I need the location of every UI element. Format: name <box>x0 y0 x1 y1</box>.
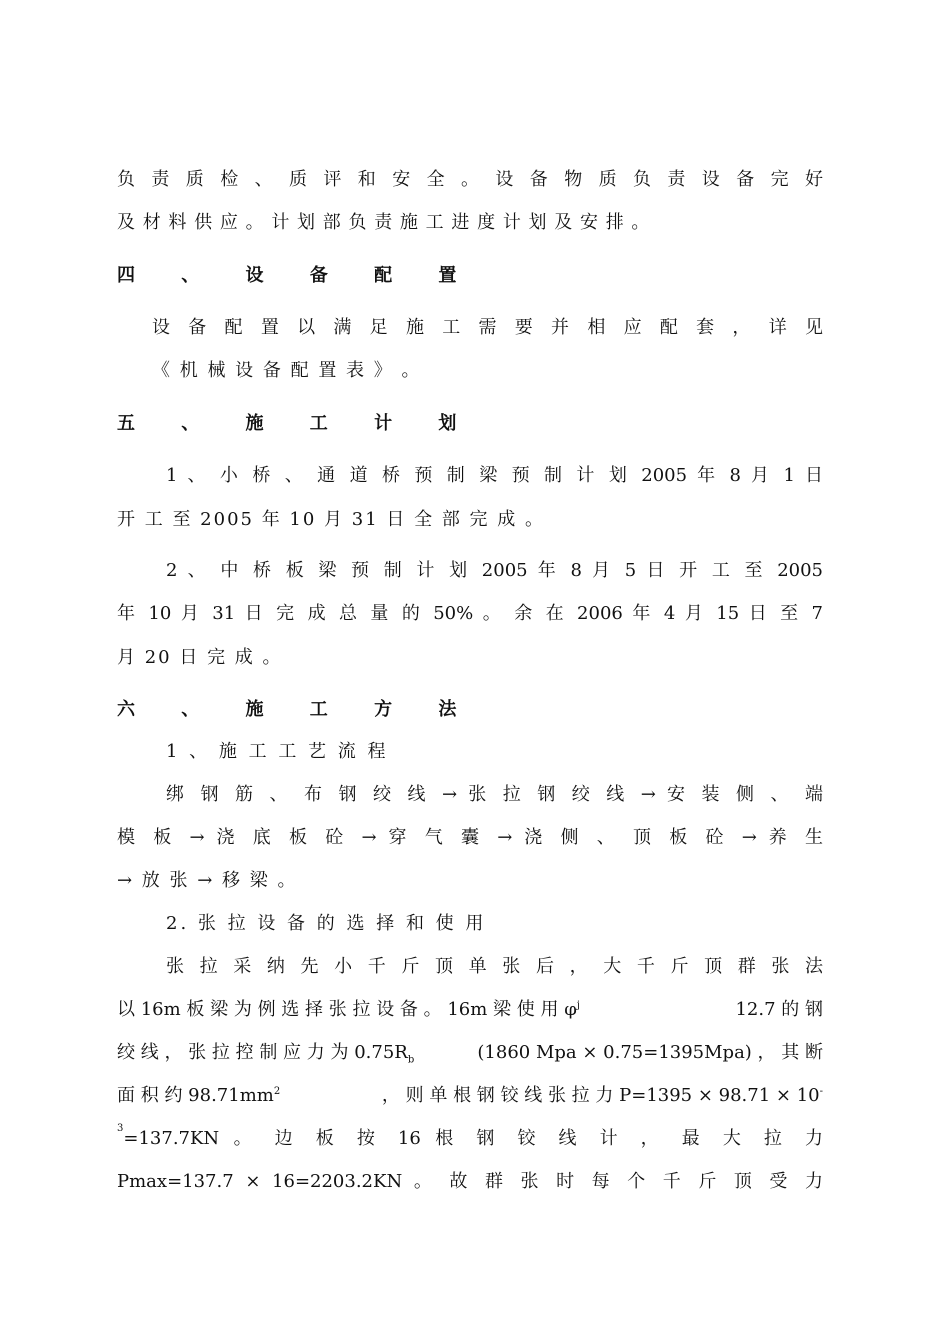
text-run: 12.7 的 钢 <box>735 999 823 1020</box>
paragraph-line <box>117 998 823 1022</box>
text-run: 面 积 约 98.71mm <box>117 1085 274 1106</box>
paragraph-line: 1 、 小 桥 、 通 道 桥 预 制 梁 预 制 计 划 2005 年 8 月 1 日 <box>166 465 823 486</box>
subsection-heading: 2. 张 拉 设 备 的 选 择 和 使 用 <box>166 913 487 934</box>
paragraph-line: → 放 张 → 移 梁 。 <box>117 870 298 891</box>
paragraph-line: 月 20 日 完 成 。 <box>117 647 283 668</box>
superscript: 2 <box>273 1086 281 1097</box>
paragraph-line: 年 10 月 31 日 完 成 总 量 的 50% 。 余 在 2006 年 4 月 15 日 至 7 <box>117 603 823 624</box>
text-run: 以 16m 板 梁 为 例 选 择 张 拉 设 备 。 16m 梁 使 用 φ <box>117 999 577 1020</box>
paragraph-line: Pmax=137.7 × 16=2203.2KN 。 故 群 张 时 每 个 千 斤 顶 受 力 <box>117 1171 823 1192</box>
superscript: - <box>819 1086 823 1097</box>
text-run: (1860 Mpa × 0.75=1395Mpa) ， 其 断 <box>477 1042 823 1063</box>
paragraph-line: 张 拉 采 纳 先 小 千 斤 顶 单 张 后 ， 大 千 斤 顶 群 张 法 <box>166 956 823 977</box>
subsection-heading: 1 、 施 工 工 艺 流 程 <box>166 741 389 762</box>
paragraph-line: 负 责 质 检 、 质 评 和 安 全 。 设 备 物 质 负 责 设 备 完 好 <box>117 169 823 190</box>
section-heading-4: 四 、 设 备 配 置 <box>117 265 477 286</box>
subscript: b <box>407 1054 415 1066</box>
paragraph-line: 《 机 械 设 备 配 置 表 》 。 <box>152 360 422 381</box>
paragraph-line: 2 、 中 桥 板 梁 预 制 计 划 2005 年 8 月 5 日 开 工 至 2005 <box>166 560 823 581</box>
paragraph-line <box>117 1041 823 1065</box>
section-heading-6: 六 、 施 工 方 法 <box>117 699 477 720</box>
superscript: j <box>576 1000 580 1011</box>
paragraph-line: 及 材 料 供 应 。 计 划 部 负 责 施 工 进 度 计 划 及 安 排 。 <box>117 212 651 233</box>
paragraph-line: 模 板 → 浇 底 板 砼 → 穿 气 囊 → 浇 侧 、 顶 板 砼 → 养 生 <box>117 827 823 848</box>
paragraph-line <box>117 1084 823 1108</box>
paragraph-line <box>117 1123 823 1151</box>
paragraph-line: 绑 钢 筋 、 布 钢 绞 线 → 张 拉 钢 绞 线 → 安 装 侧 、 端 <box>166 784 823 805</box>
text-run: ， 则 单 根 钢 铰 线 张 拉 力 P=1395 × 98.71 × 10 <box>381 1085 820 1106</box>
superscript: 3 <box>117 1123 124 1134</box>
paragraph-line: 开 工 至 2005 年 10 月 31 日 全 部 完 成 。 <box>117 509 545 530</box>
paragraph-line: 设 备 配 置 以 满 足 施 工 需 要 并 相 应 配 套 ， 详 见 <box>152 317 823 338</box>
section-heading-5: 五 、 施 工 计 划 <box>117 413 477 434</box>
text-run: 绞 线 ， 张 拉 控 制 应 力 为 0.75R <box>117 1042 408 1063</box>
text-run: =137.7KN 。 边 板 按 16 根 钢 铰 线 计 ， 最 大 拉 力 <box>123 1128 823 1149</box>
